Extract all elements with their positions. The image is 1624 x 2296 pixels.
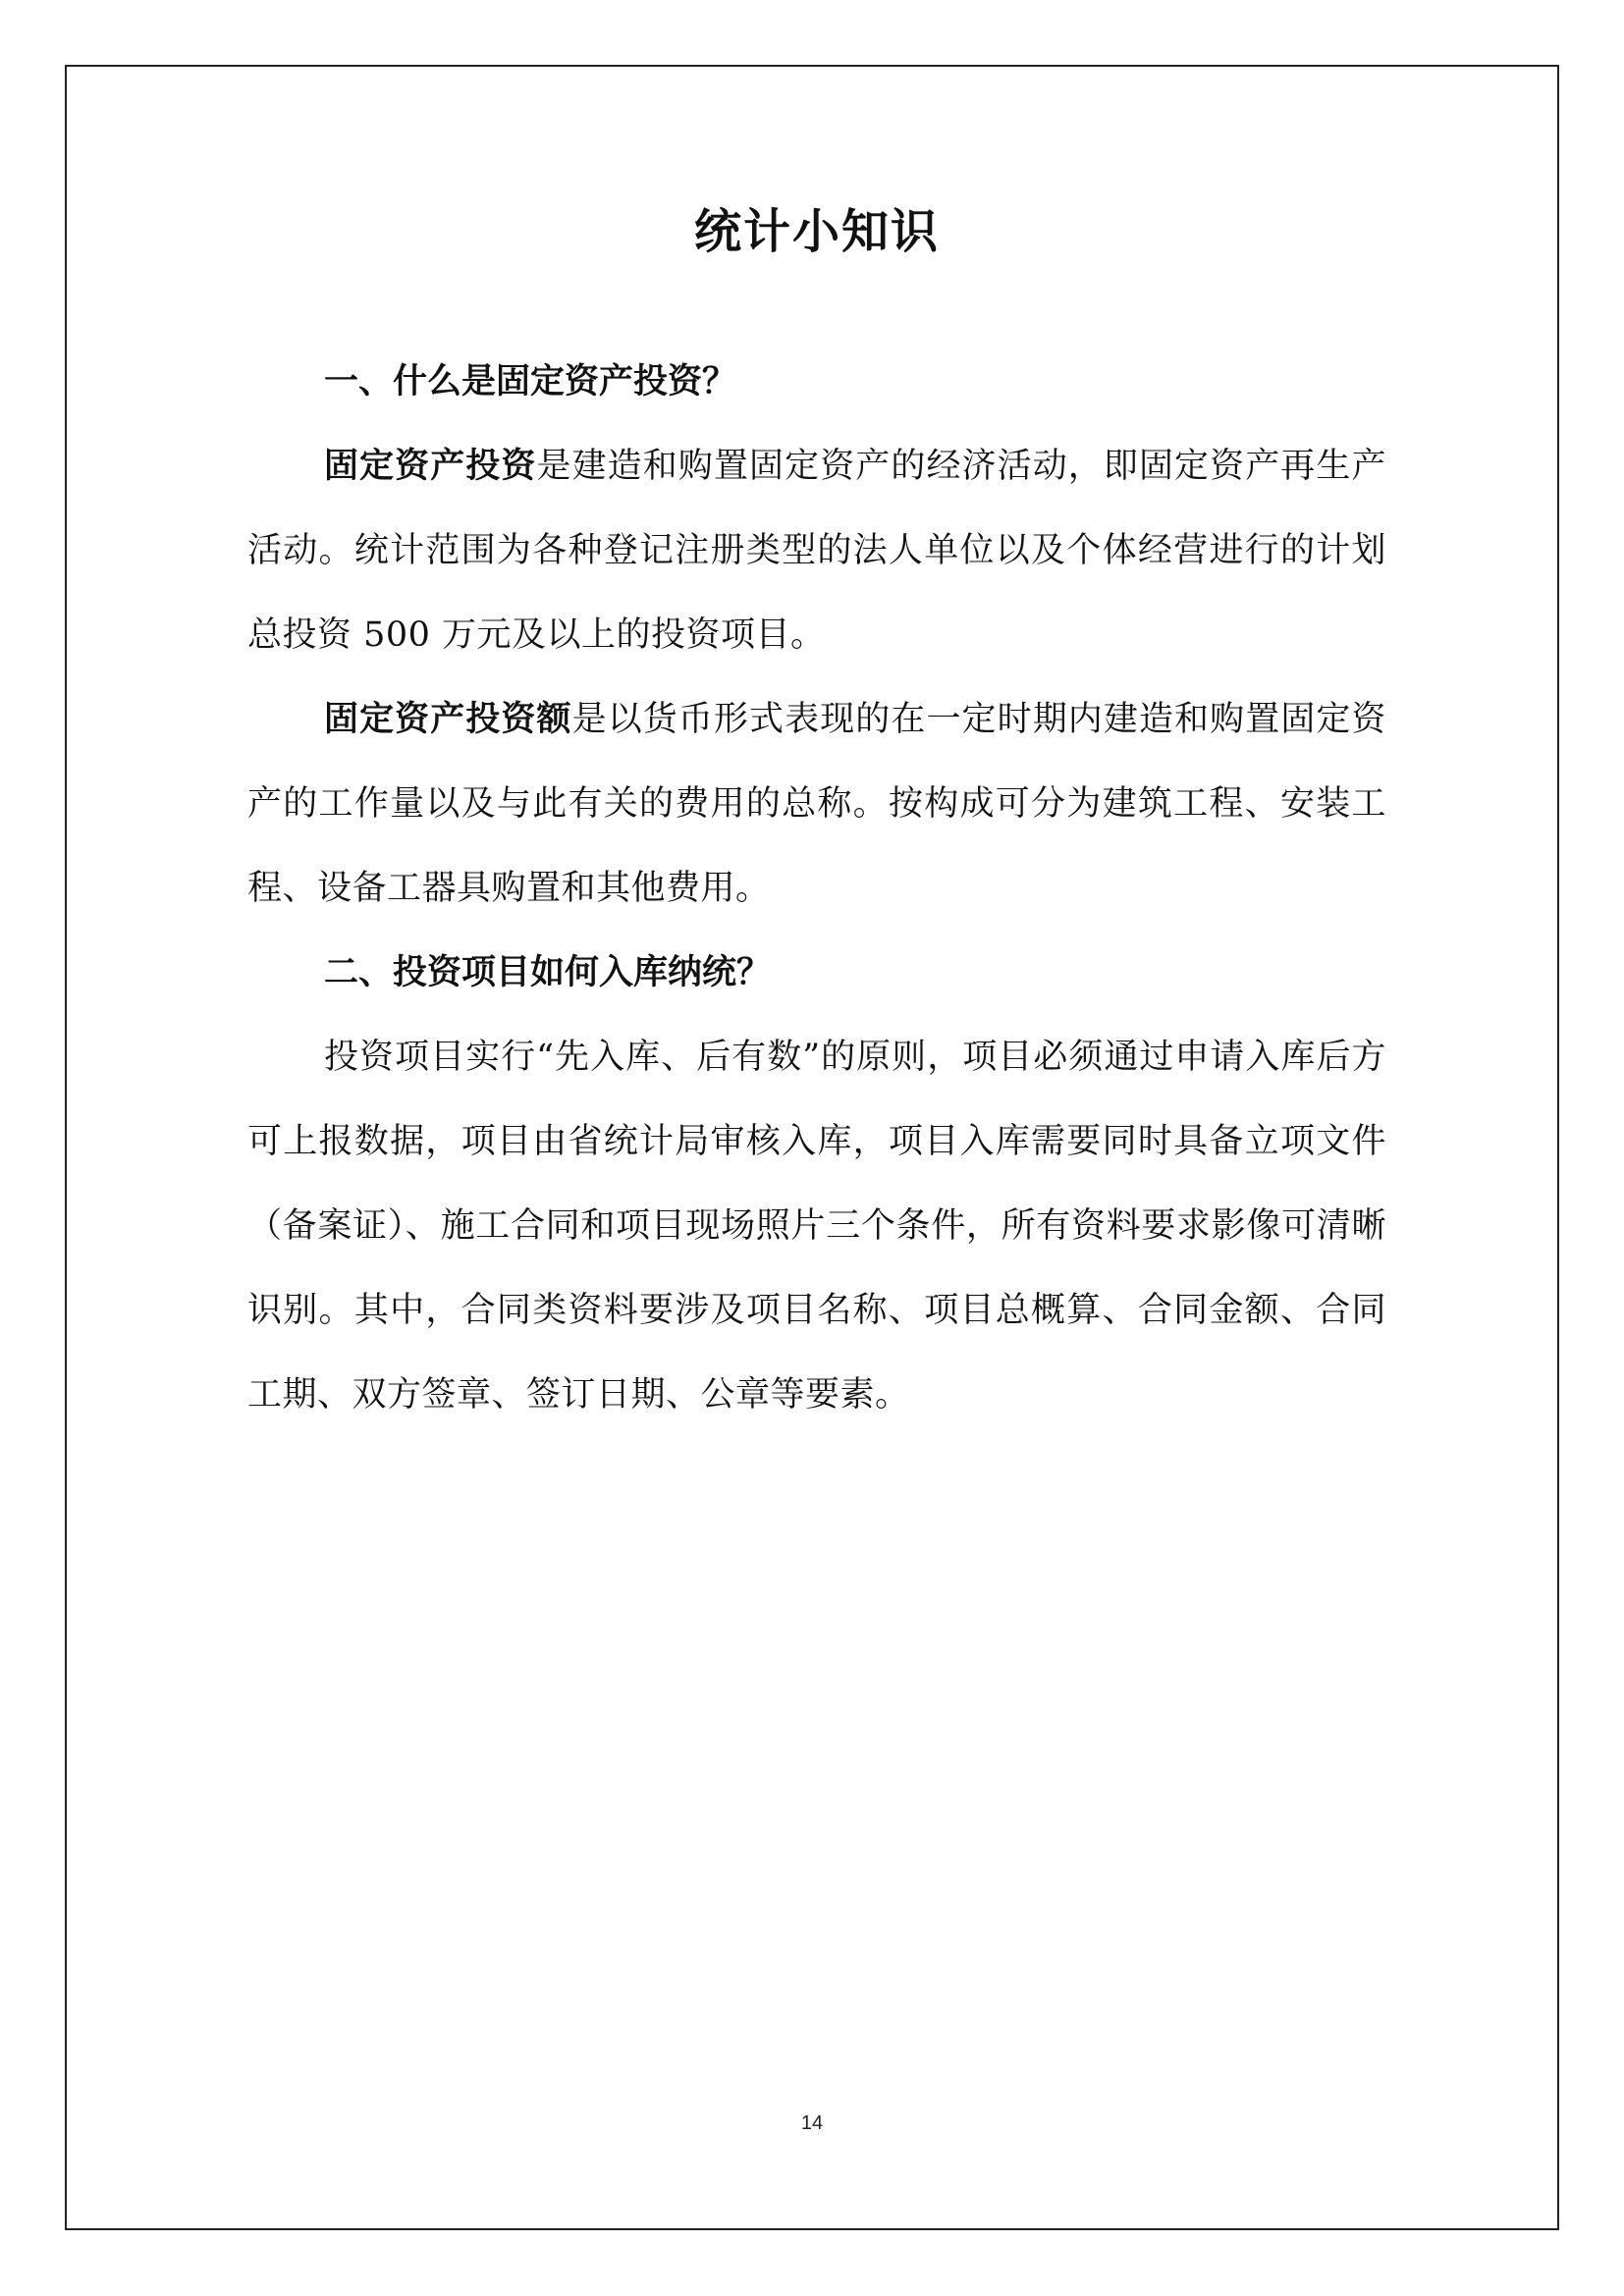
section-heading: 一、什么是固定资产投资？ xyxy=(324,361,737,401)
term-bold: 固定资产投资额 xyxy=(324,699,572,739)
document-body xyxy=(247,192,1386,1437)
paragraph xyxy=(247,1015,1386,1437)
paragraph-text: 投资项目实行“先入库、后有数”的原则，项目必须通过申请入库后方可上报数据，项目由省统计局审核入库，项目入库需要同时具备立项文件（备案证）、施工合同和项目现场照片三个条件，所有资料要求影像可清晰识别。其中，合同类资料要涉及项目名称、项目总概算、合同金额、合同工期、双方签章、签订日期、公章等要素。 xyxy=(247,1038,1386,1415)
section-fixed-asset-investment xyxy=(247,340,1386,931)
paragraph-text: 是建造和购置固定资产的经济活动，即固定资产再生产活动。统计范围为各种登记注册类型的法人单位以及个体经营进行的计划总投资 500 万元及以上的投资项目。 xyxy=(247,447,1386,655)
paragraph-text: 是以货币形式表现的在一定时期内建造和购置固定资产的工作量以及与此有关的费用的总称。按构成可分为建筑工程、安装工程、设备工器具购置和其他费用。 xyxy=(247,700,1386,908)
paragraph xyxy=(247,424,1386,677)
document-title: 统计小知识 xyxy=(693,204,940,259)
paragraph xyxy=(247,677,1386,931)
section-project-registration xyxy=(247,931,1386,1437)
term-bold: 固定资产投资 xyxy=(324,446,537,486)
section-heading: 二、投资项目如何入库纳统？ xyxy=(324,952,772,992)
page-number: 14 xyxy=(800,2112,824,2134)
